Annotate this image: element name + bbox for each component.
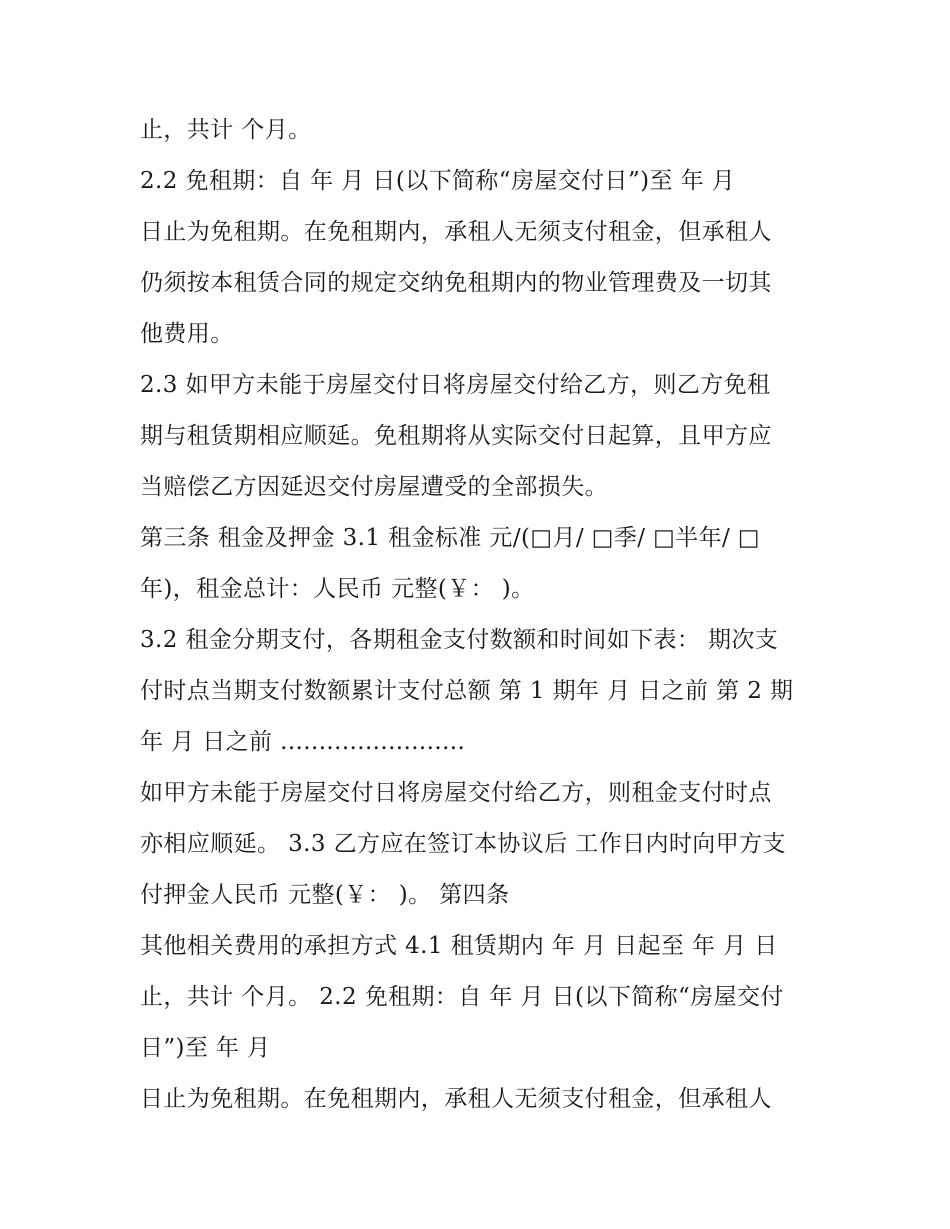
text-line: 止，共计 个月。 2.2 免租期：自 年 月 日(以下简称“房屋交付	[140, 984, 784, 1010]
text-line: 3.2 租金分期支付，各期租金支付数额和时间如下表： 期次支	[140, 627, 779, 653]
text-line: 仍须按本租赁合同的规定交纳免租期内的物业管理费及一切其	[140, 270, 772, 296]
text-line: 日”)至 年 月	[140, 1035, 271, 1061]
text-line: 年)，租金总计：人民币 元整(￥： )。	[140, 576, 535, 602]
text-line: 年 月 日之前 ........................	[140, 729, 466, 755]
text-line: 当赔偿乙方因延迟交付房屋遭受的全部损失。	[140, 474, 608, 500]
text-line: 付时点当期支付数额累计支付总额 第 1 期年 月 日之前 第 2 期	[140, 678, 794, 704]
text-line: 他费用。	[140, 321, 234, 347]
text-line: 其他相关费用的承担方式 4.1 租赁期内 年 月 日起至 年 月 日	[140, 933, 778, 959]
text-line: 期与租赁期相应顺延。免租期将从实际交付日起算，且甲方应	[140, 423, 772, 449]
text-line: 如甲方未能于房屋交付日将房屋交付给乙方，则租金支付时点	[140, 780, 772, 806]
text-line: 止，共计 个月。	[140, 117, 312, 143]
text-line: 2.3 如甲方未能于房屋交付日将房屋交付给乙方，则乙方免租	[140, 372, 771, 398]
text-line: 亦相应顺延。 3.3 乙方应在签订本协议后 工作日内时向甲方支	[140, 831, 786, 857]
text-line: 付押金人民币 元整(￥： )。 第四条	[140, 882, 510, 908]
text-line: 2.2 免租期：自 年 月 日(以下简称“房屋交付日”)至 年 月	[140, 168, 736, 194]
text-line: 日止为免租期。在免租期内，承租人无须支付租金，但承租人	[140, 219, 772, 245]
text-line: 日止为免租期。在免租期内，承租人无须支付租金，但承租人	[140, 1086, 772, 1112]
text-line: 第三条 租金及押金 3.1 租金标准 元/(□月/ □季/ □半年/ □	[140, 525, 761, 551]
